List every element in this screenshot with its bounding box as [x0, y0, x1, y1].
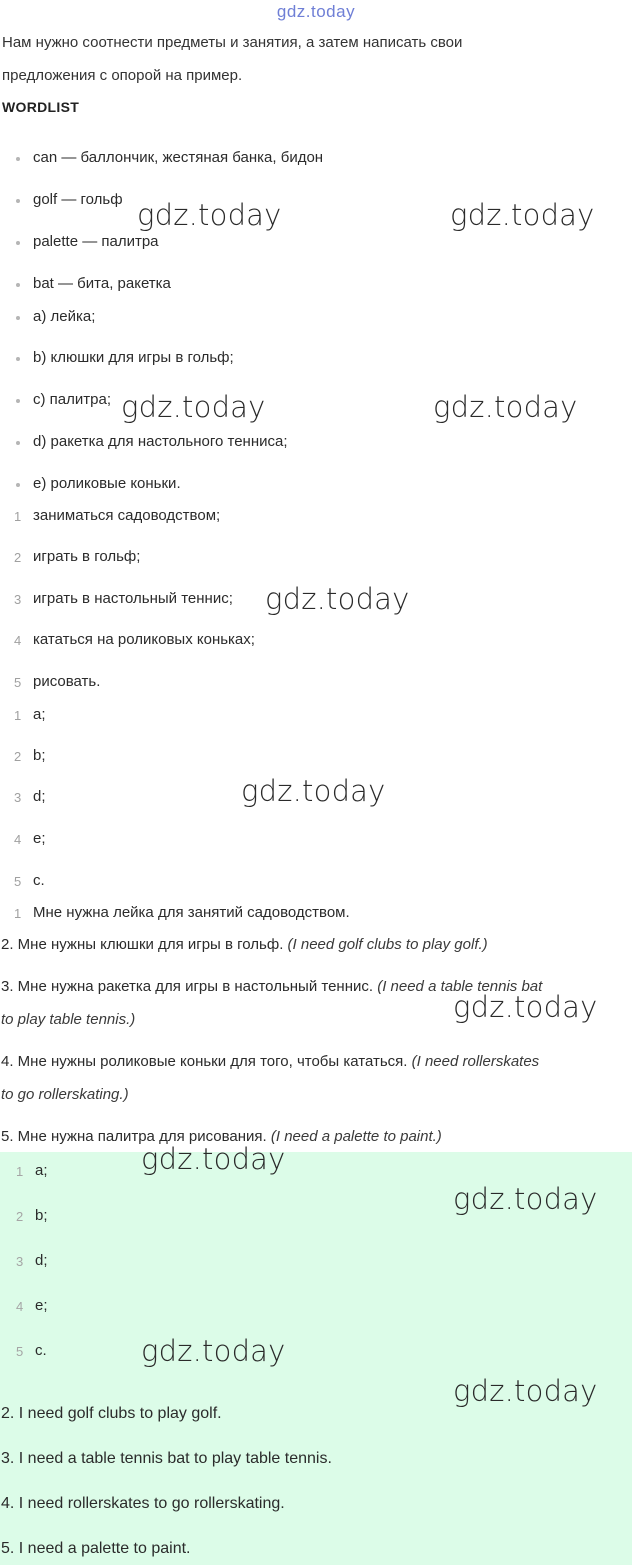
- sentence-en: (I need a palette to paint.): [270, 1128, 442, 1145]
- match-item: b;: [33, 747, 46, 764]
- watermark: gdz.today: [141, 1142, 286, 1176]
- watermark: gdz.today: [433, 390, 578, 424]
- watermark: gdz.today: [453, 1374, 598, 1408]
- sentence-en: (I need golf clubs to play golf.): [287, 936, 488, 953]
- intro-line-2: предложения с опорой на пример.: [2, 67, 243, 84]
- list-number: 4: [16, 1299, 24, 1314]
- wordlist-item: palette — палитра: [33, 233, 159, 250]
- sentence-en: (I need rollerskates: [411, 1053, 540, 1070]
- answer-match-item: c.: [35, 1342, 47, 1359]
- list-number: 5: [14, 874, 22, 889]
- watermark: gdz.today: [141, 1334, 286, 1368]
- sentence-4: [1, 1053, 539, 1070]
- sentence-3-cont: [1, 1011, 135, 1028]
- watermark: gdz.today: [453, 1182, 598, 1216]
- sentence-ru: 3. Мне нужна ракетка для игры в настольный теннис.: [1, 978, 378, 995]
- sentence-en: to play table tennis.): [1, 1011, 136, 1028]
- activity-item: кататься на роликовых коньках;: [33, 631, 255, 648]
- sentence-item: Мне нужна лейка для занятий садоводством.: [33, 904, 350, 921]
- answer-match-item: d;: [35, 1252, 48, 1269]
- answer-match-item: e;: [35, 1297, 48, 1314]
- list-number: 4: [14, 832, 22, 847]
- item-entry: a) лейка;: [33, 308, 96, 325]
- list-number: 4: [14, 633, 22, 648]
- wordlist-item: bat — бита, ракетка: [33, 275, 171, 292]
- item-entry: e) роликовые коньки.: [33, 475, 181, 492]
- bullet-icon: [16, 399, 22, 405]
- wordlist-item: can — баллончик, жестяная банка, бидон: [33, 149, 324, 166]
- intro-line-1: Нам нужно соотнести предметы и занятия, а затем написать свои: [2, 34, 463, 51]
- sentence-ru: 4. Мне нужны роликовые коньки для того, чтобы кататься.: [1, 1053, 412, 1070]
- watermark: gdz.today: [137, 198, 282, 232]
- watermark: gdz.today: [450, 198, 595, 232]
- answer-sentence: 3. I need a table tennis bat to play table tennis.: [1, 1450, 332, 1467]
- item-entry: c) палитра;: [33, 391, 111, 408]
- activity-item: играть в настольный теннис;: [33, 590, 233, 607]
- answer-match-item: a;: [35, 1162, 48, 1179]
- bullet-icon: [16, 283, 22, 289]
- watermark: gdz.today: [453, 990, 598, 1024]
- list-number: 3: [14, 592, 22, 607]
- watermark: gdz.today: [265, 582, 410, 616]
- match-item: d;: [33, 788, 46, 805]
- site-title[interactable]: gdz.today: [276, 2, 356, 21]
- list-number: 2: [14, 550, 22, 565]
- sentence-2: [1, 936, 488, 953]
- sentence-en: (I need a table tennis bat: [377, 978, 543, 995]
- watermark: gdz.today: [121, 390, 266, 424]
- list-number: 5: [14, 675, 22, 690]
- activity-item: рисовать.: [33, 673, 101, 690]
- activity-item: играть в гольф;: [33, 548, 141, 565]
- wordlist-item: golf — гольф: [33, 191, 123, 208]
- bullet-icon: [16, 441, 22, 447]
- list-number: 1: [14, 906, 22, 921]
- sentence-ru: 5. Мне нужна палитра для рисования.: [1, 1128, 271, 1145]
- activity-item: заниматься садоводством;: [33, 507, 221, 524]
- bullet-icon: [16, 199, 22, 205]
- answer-sentence: 5. I need a palette to paint.: [1, 1540, 191, 1557]
- answer-match-item: b;: [35, 1207, 48, 1224]
- list-number: 5: [16, 1344, 24, 1359]
- wordlist-heading: WORDLIST: [2, 99, 80, 115]
- bullet-icon: [16, 357, 22, 363]
- bullet-icon: [16, 483, 22, 489]
- match-item: a;: [33, 706, 46, 723]
- item-entry: d) ракетка для настольного тенниса;: [33, 433, 288, 450]
- answer-sentence: 2. I need golf clubs to play golf.: [1, 1405, 222, 1422]
- answer-sentence: 4. I need rollerskates to go rollerskating.: [1, 1495, 285, 1512]
- list-number: 2: [14, 749, 22, 764]
- list-number: 2: [16, 1209, 24, 1224]
- match-item: c.: [33, 872, 45, 889]
- sentence-ru: 2. Мне нужны клюшки для игры в гольф.: [1, 936, 288, 953]
- bullet-icon: [16, 316, 22, 322]
- item-entry: b) клюшки для игры в гольф;: [33, 349, 234, 366]
- list-number: 1: [16, 1164, 24, 1179]
- list-number: 1: [14, 509, 22, 524]
- sentence-4-cont: [1, 1086, 129, 1103]
- bullet-icon: [16, 241, 22, 247]
- list-number: 3: [14, 790, 22, 805]
- bullet-icon: [16, 157, 22, 163]
- list-number: 1: [14, 708, 22, 723]
- sentence-en: to go rollerskating.): [1, 1086, 129, 1103]
- list-number: 3: [16, 1254, 24, 1269]
- watermark: gdz.today: [241, 774, 386, 808]
- match-item: e;: [33, 830, 46, 847]
